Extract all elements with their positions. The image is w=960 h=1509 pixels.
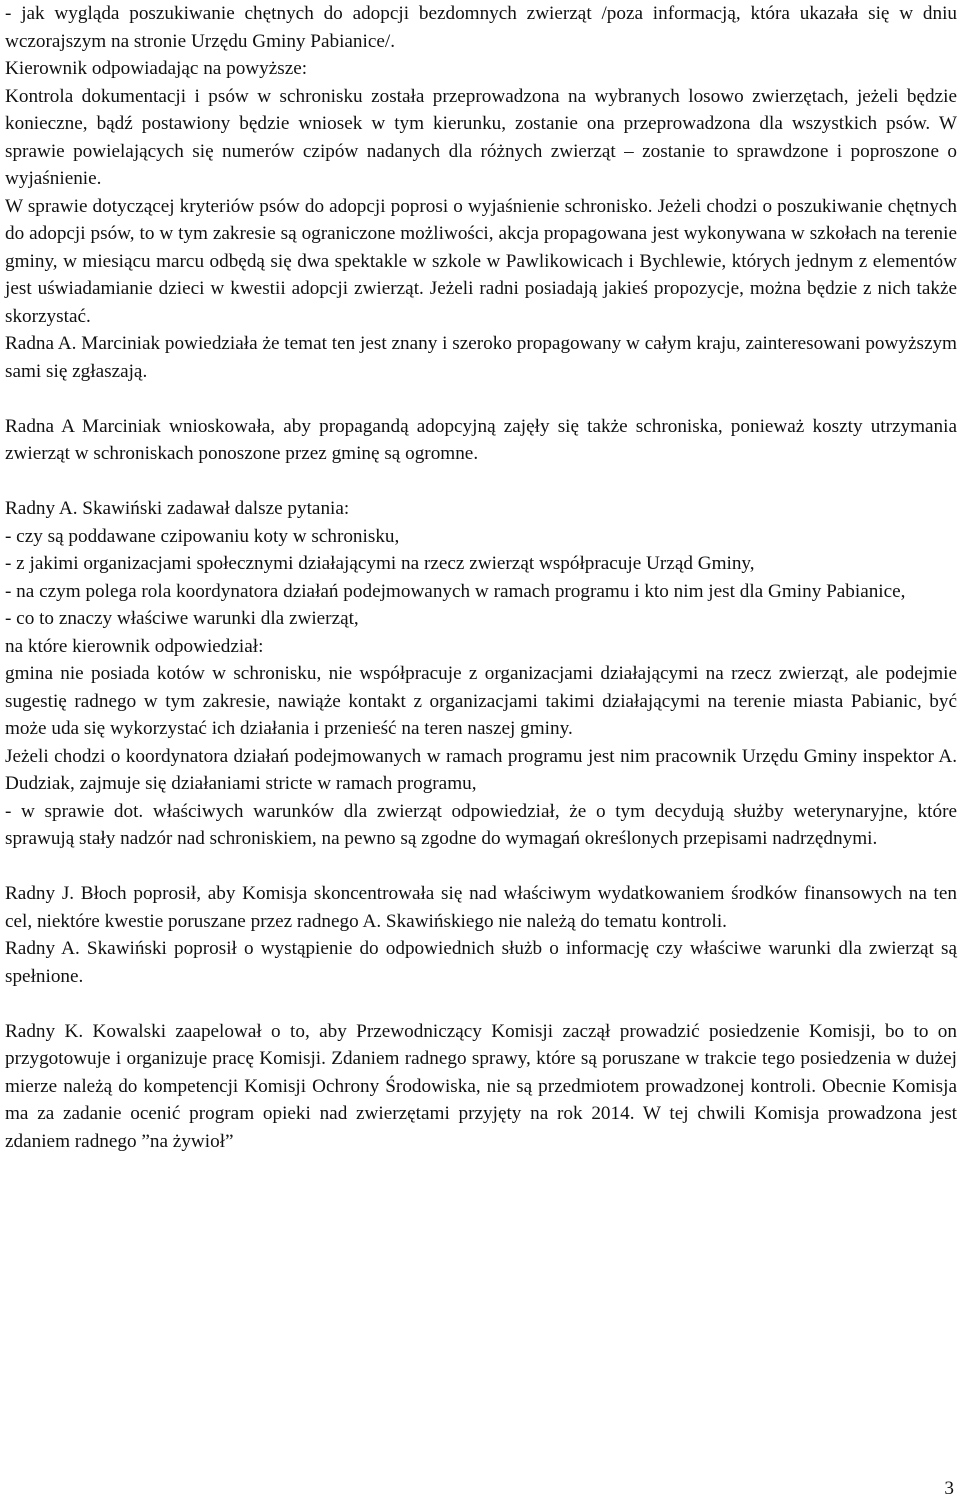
paragraph: - na czym polega rola koordynatora działań podejmowanych w ramach programu i kto nim jest dla Gminy Pabianice, [5,580,906,602]
page-number: 3 [944,1478,954,1499]
paragraph-spacer [5,990,957,1018]
paragraph-spacer [5,468,957,496]
paragraph: W sprawie dotyczącej kryteriów psów do adopcji poprosi o wyjaśnienie schronisko. Jeżeli chodzi o poszukiwanie chętnych do adopcji psów, to w tym zakresie są ograniczone możliwości, akcja propagowana jest wykonywana w szkołach na terenie gminy, w miesiącu marcu odbędą się dwa spektakle w szkole w Pawlikowicach i Bychlewie, których jednym z elementów jest uświadamianie dzieci w kwestii adopcji zwierząt. Jeżeli radni posiadają jakieś propozycje, można będzie z nich także skorzystać. [5,195,957,327]
paragraph: Radna A. Marciniak powiedziała że temat ten jest znany i szeroko propagowany w całym kraju, zainteresowani powyższym sami się zgłaszają. [5,333,957,382]
paragraph: Kierownik odpowiadając na powyższe: [5,58,308,79]
paragraph: Radny A. Skawiński poprosił o wystąpienie do odpowiednich służb o informację czy właściwe warunki dla zwierząt są spełnione. [5,938,957,987]
paragraph: Radna A Marciniak wnioskowała, aby propagandą adopcyjną zajęły się także schroniska, ponieważ koszty utrzymania zwierząt w schroniskach ponoszone przez gminę są ogromne. [5,415,957,464]
paragraph-spacer [5,853,957,881]
paragraph: Radny K. Kowalski zaapelował o to, aby Przewodniczący Komisji zaczął prowadzić posiedzenie Komisji, bo to on przygotowuje i organizuje pracę Komisji. Zdaniem radnego sprawy, które są poruszane w trakcie tego posiedzenia w dużej mierze należą do kompetencji Komisji Ochrony Środowiska, nie są przedmiotem prowadzonej kontroli. Obecnie Komisja ma za zadanie ocenić program opieki nad zwierzętami przyjęty na rok 2014. W tej chwili Komisja prowadzona jest zdaniem radnego ”na żywioł” [5,1020,957,1152]
paragraph: - w sprawie dot. właściwych warunków dla zwierząt odpowiedział, że o tym decydują służby weterynaryjne, które sprawują stały nadzór nad schroniskiem, na pewno są zgodne do wymagań określonych przepisami nadrzędnymi. [5,800,957,849]
paragraph: na które kierownik odpowiedział: [5,635,264,657]
paragraph-spacer [5,385,957,413]
paragraph: - z jakimi organizacjami społecznymi działającymi na rzecz zwierząt współpracuje Urząd Gminy, [5,553,755,574]
paragraph: Radny J. Błoch poprosił, aby Komisja skoncentrowała się nad właściwym wydatkowaniem środków finansowych na ten cel, niektóre kwestie poruszane przez radnego A. Skawińskiego nie należą do tematu kontroli. [5,883,957,932]
paragraph: gmina nie posiada kotów w schronisku, nie współpracuje z organizacjami działającymi na rzecz zwierząt, ale podejmie sugestię radnego w tym zakresie, nawiąże kontakt z organizacjami takimi działającymi na terenie miasta Pabianic, być może uda się wykorzystać ich działania i przenieść na teren naszej gminy. [5,663,957,739]
paragraph: - czy są poddawane czipowaniu koty w schronisku, [5,525,400,547]
paragraph: Jeżeli chodzi o koordynatora działań podejmowanych w ramach programu jest nim pracownik Urzędu Gminy inspektor A. Dudziak, zajmuje się działaniami stricte w ramach programu, [5,745,957,794]
document-body [5,0,957,1155]
paragraph: - co to znaczy właściwe warunki dla zwierząt, [5,608,359,629]
paragraph: Radny A. Skawiński zadawał dalsze pytania: [5,498,350,519]
paragraph: - jak wygląda poszukiwanie chętnych do adopcji bezdomnych zwierząt /poza informacją, która ukazała się w dniu wczorajszym na stronie Urzędu Gminy Pabianice/. [5,3,957,52]
paragraph: Kontrola dokumentacji i psów w schronisku została przeprowadzona na wybranych losowo zwierzętach, jeżeli będzie konieczne, bądź postawiony będzie wniosek w tym kierunku, zostanie ona przeprowadzona dla wszystkich psów. W sprawie powielających się numerów czipów nadanych dla różnych zwierząt – zostanie to sprawdzone i poproszone o wyjaśnienie. [5,85,957,189]
